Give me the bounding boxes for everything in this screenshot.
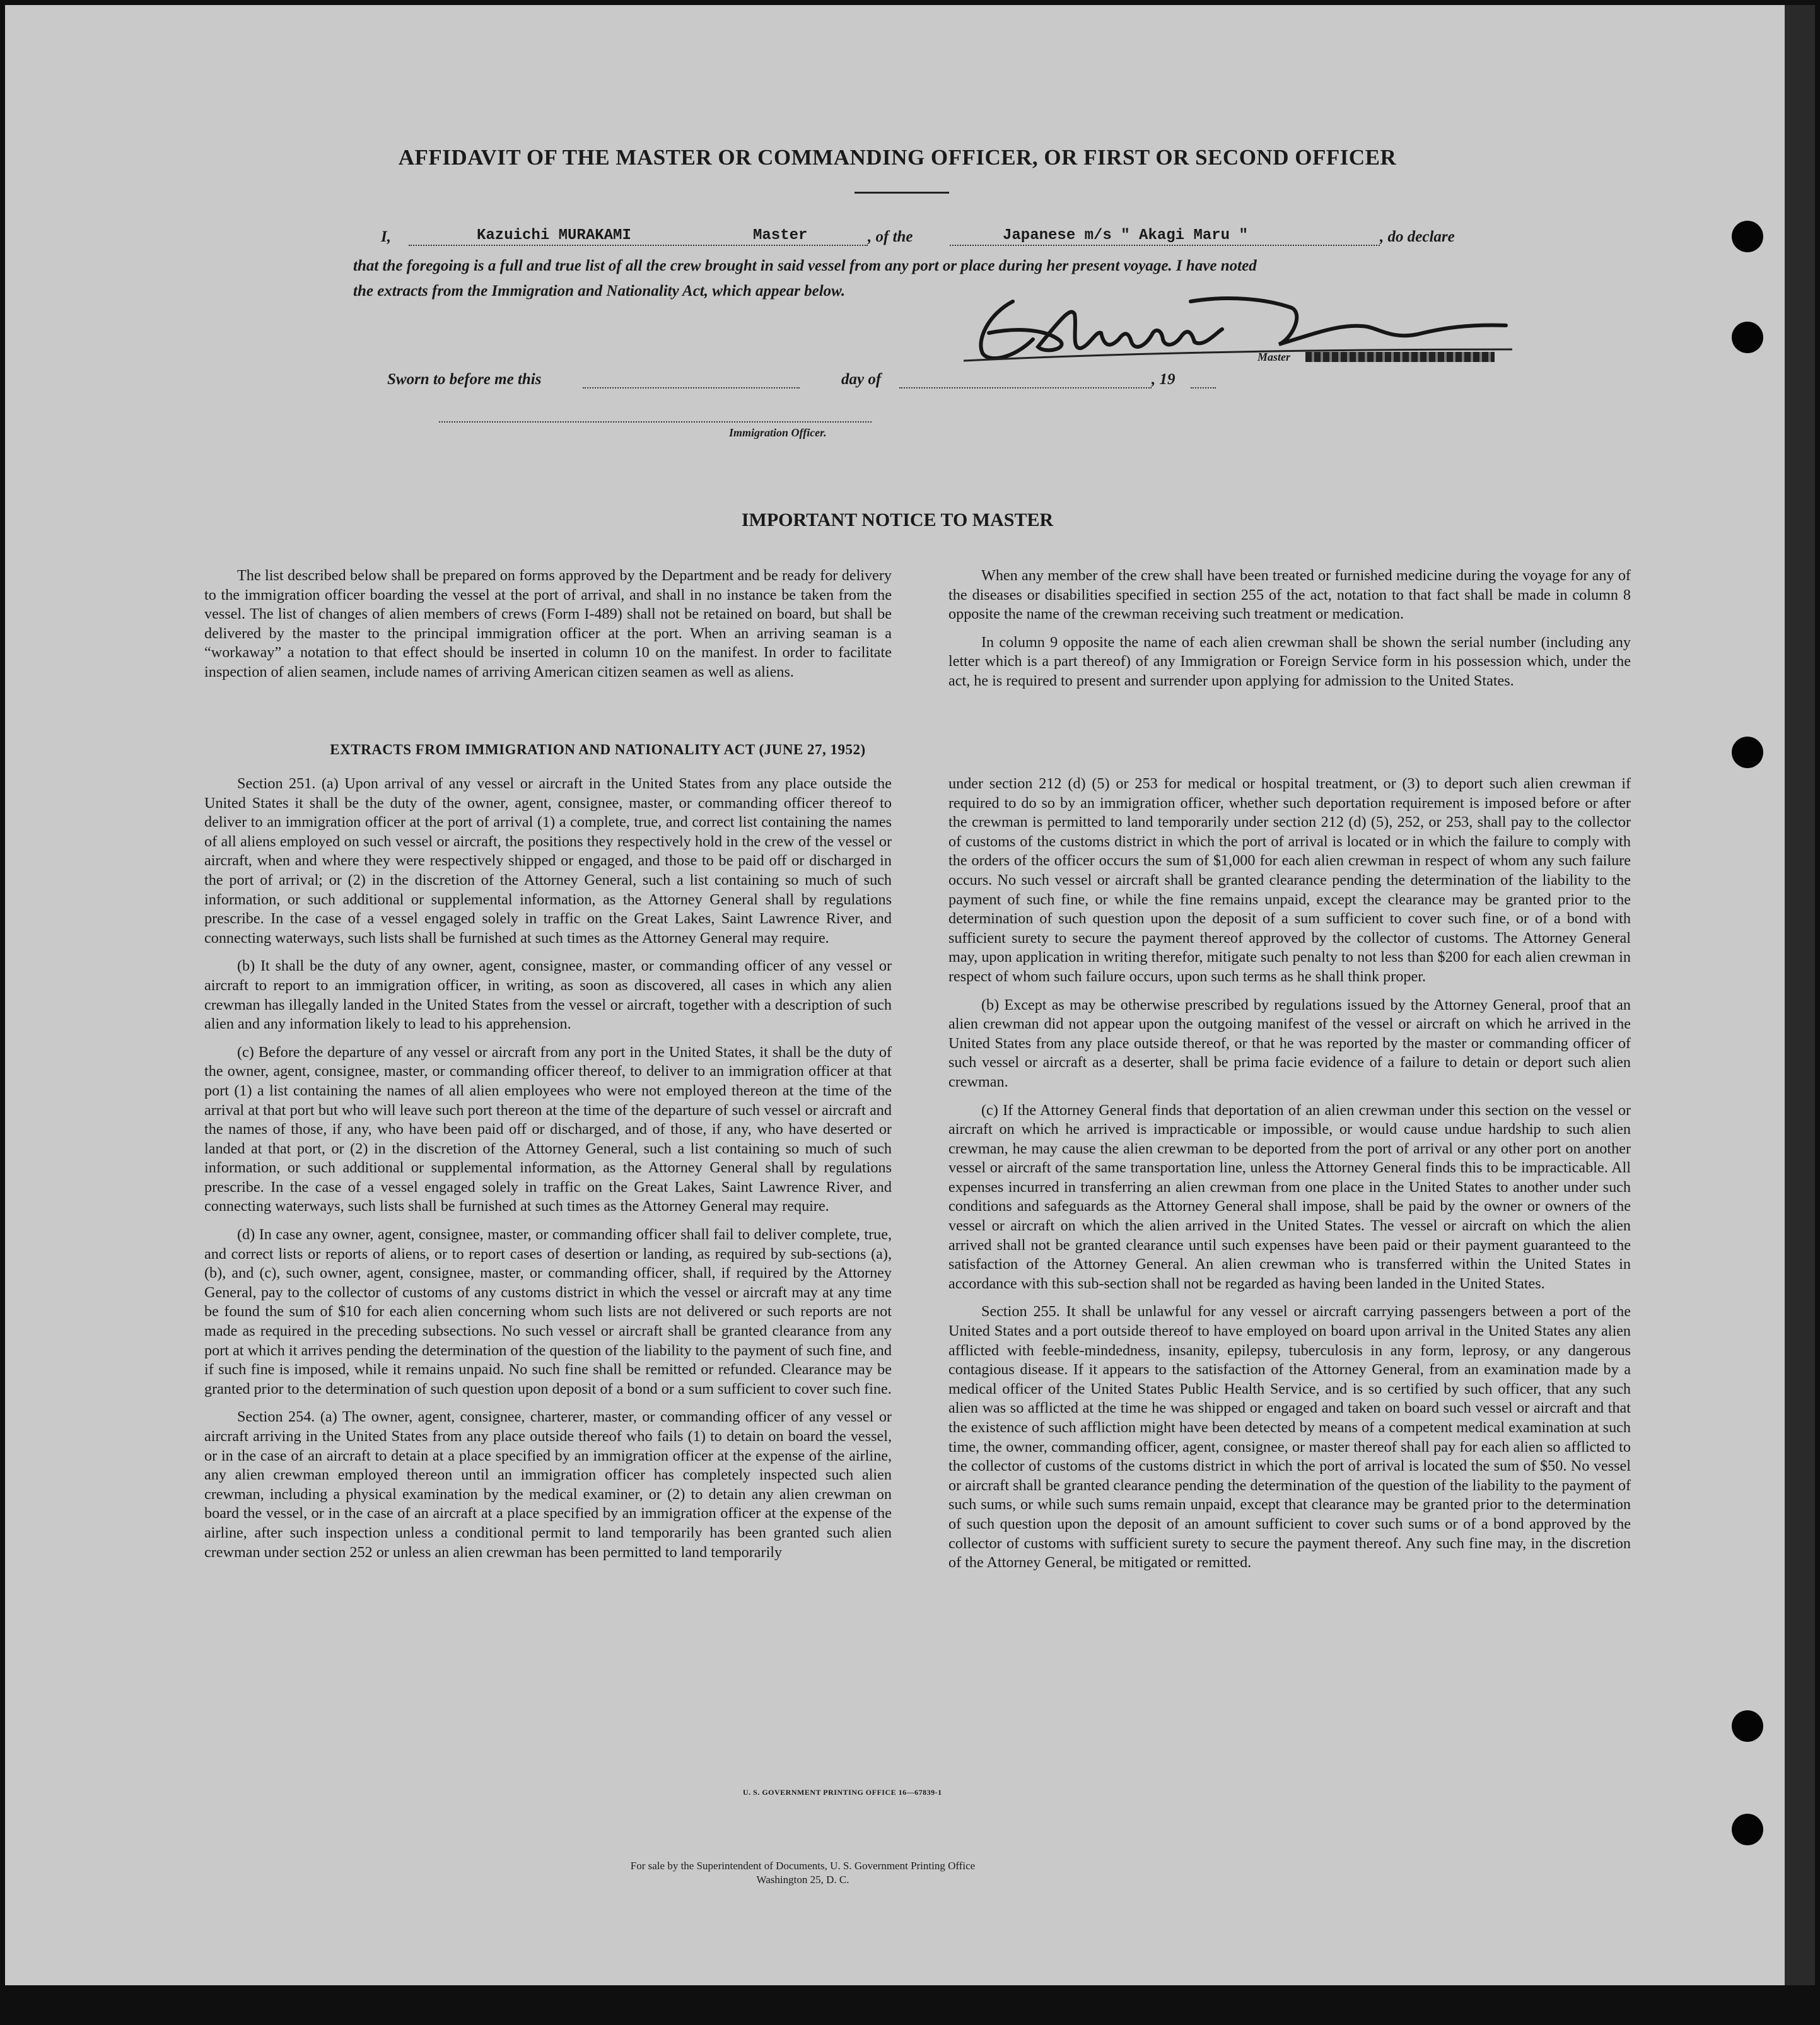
manifest-page [5, 5, 1790, 1985]
declaration-line-2: that the foregoing is a full and true list of all the crew brought in said vessel from any port or place during her present voyage. I have noted [353, 257, 1257, 274]
do-declare-text: , do declare [1380, 228, 1455, 245]
declaration-line-3: the extracts from the Immigration and Nationality Act, which appear below. [353, 283, 846, 300]
affidavit-title: AFFIDAVIT OF THE MASTER OR COMMANDING OFFICER, OR FIRST OR SECOND OFFICER [398, 145, 1397, 170]
extracts-left-column [204, 774, 892, 1562]
extract-section-254a: Section 254. (a) The owner, agent, consignee, charterer, master, or commanding officer of any vessel or aircraft arriving in the United States from any place outside thereof who fails (1) to detain on board the vessel, or in the case of an aircraft to detain at a place specified by an immigration officer at the expense of the airline, any alien crewman employed thereon until an immigration officer has completely inspected such alien crewman, including a physical examination by the medical examiner, or (2) to detain any alien crewman on board the vessel, or in the case of an aircraft at a place specified by an immigration officer at the expense of the airline, after such inspection unless a conditional permit to land temporarily has been granted such alien crewman under section 252 or unless an alien crewman has been permitted to land temporarily [204, 1408, 892, 1561]
punch-hole-icon [1732, 221, 1763, 252]
notice-left-paragraph: The list described below shall be prepared on forms approved by the Department and be ready for delivery to the immigration officer boarding the vessel at the port of arrival, and shall in no instance be taken from the vessel. The list of changes of alien members of crews (Form I-489) shall not be retained on board, but shall be delivered by the master to the principal immigration officer at the port. When an arriving seaman is a “workaway” a notation to that effect should be inserted in column 10 on the manifest. In order to facilitate inspection of alien seamen, include names of arriving American citizen seamen as well as aliens. [204, 567, 892, 680]
vessel-name-field: Japanese m/s " Akagi Maru " [1003, 227, 1248, 244]
punch-hole-icon [1732, 1710, 1763, 1742]
officer-signature-line [439, 421, 872, 423]
of-the-text: , of the [868, 228, 913, 245]
extract-section-251c: (c) Before the departure of any vessel or aircraft from any port in the United States, it shall be the duty of the owner, agent, consignee, master, or commanding officer thereof, to deliver to an immigration officer at that port (1) a list containing the names of all alien employees who were not employed thereon at the time of the arrival at that port but who will leave such port thereon at the time of the departure of such vessel or aircraft and the names of those, if any, who have been paid off or discharged, and of those, if any, who have deserted or landed at that port, or (2) in the discretion of the Attorney General, such a list containing so much of such information, or such additional or supplemental information, as the Attorney General shall by regulations prescribe. In the case of a vessel engaged solely in traffic on the Great Lakes, Saint Lawrence River, and connecting waterways, such lists shall be furnished at such times as the Attorney General may require. [204, 1043, 892, 1215]
sale-line-2: Washington 25, D. C. [756, 1874, 849, 1886]
struck-out-titles [1305, 352, 1495, 362]
vessel-blank-line [950, 245, 1380, 246]
sworn-month-blank [899, 387, 1152, 388]
extract-section-254b: (b) Except as may be otherwise prescribed by regulations issued by the Attorney General, proof that an alien crewman did not appear upon the outgoing manifest of the vessel or aircraft on which he arrived in the United States from any place outside thereof, or that he was reported by the master or commanding officer of such vessel or aircraft as a deserter, shall be prima facie evidence of a failure to detain or deport such alien crewman. [948, 996, 1631, 1090]
sworn-text: Sworn to before me this [387, 371, 542, 388]
sale-notice [5, 1859, 1601, 1887]
sworn-year-blank [1191, 387, 1216, 388]
sale-line-1: For sale by the Superintendent of Documents, U. S. Government Printing Office [630, 1860, 976, 1872]
punch-hole-icon [1732, 737, 1763, 768]
extract-section-251b: (b) It shall be the duty of any owner, agent, consignee, master, or commanding officer of any vessel or aircraft to report to an immigration officer, in writing, as soon as discovered, all cases in which any alien crewman has illegally landed in the United States from the vessel or aircraft, together with a description of such alien and any information likely to lead to his apprehension. [204, 957, 892, 1033]
extract-section-254c: (c) If the Attorney General finds that deportation of an alien crewman under this section on the vessel or aircraft on which he arrived is impracticable or impossible, or would cause undue hardship to such alien crewman, he may cause the alien crewman to be deported from the port of arrival or any other port on another vessel or aircraft of the same transportation line, unless the Attorney General finds this to be impracticable. All expenses incurred in transferring an alien crewman from one place in the United States to another under such conditions and safeguards as the Attorney General shall impose, shall be paid by the owner or owners of the vessel or aircraft on which the alien arrived in the United States. The vessel or aircraft on which the alien arrived shall not be granted clearance until such expenses have been paid or their payment guaranteed to the satisfaction of the Attorney General. An alien crewman who is transferred within the United States in accordance with this sub-section shall not be regarded as having been landed in the United States. [948, 1101, 1631, 1292]
extracts-title: EXTRACTS FROM IMMIGRATION AND NATIONALITY ACT (JUNE 27, 1952) [330, 742, 866, 757]
master-name-field: Kazuichi MURAKAMI [477, 227, 631, 244]
extract-section-255: Section 255. It shall be unlawful for any vessel or aircraft carrying passengers between a port of the United States and a port outside thereof to have employed on board upon arrival in the United States any alien afflicted with feeble-mindedness, insanity, epilepsy, tuberculosis in any form, leprosy, or any dangerous contagious disease. If it appears to the satisfaction of the Attorney General, from an examination made by a medical officer of the United States Public Health Service, and is so certified by such officer, that any such alien was so afflicted at the time he was shipped or engaged and taken on board such vessel or aircraft and that the existence of such affliction might have been detected by means of a competent medical examination at such time, the owner, commanding officer, agent, consignee, or master thereof shall pay for each alien so afflicted to the collector of customs of the customs district in which the port of arrival is located the sum of $50. No vessel or aircraft shall be granted clearance pending the determination of the question of the liability to the payment of such sums, or while such sums remain unpaid, except that clearance may be granted prior to the determination of such question upon the deposit of an amount sufficient to cover such sums or of a bond approved by the collector of customs with sufficient surety to secure the payment thereof. Any such fine may, in the discretion of the Attorney General, be mitigated or remitted. [948, 1303, 1631, 1572]
notice-right-paragraph: When any member of the crew shall have been treated or furnished medicine during the voyage for any of the diseases or disabilities specified in section 255 of the act, notation to that fact shall be made in column 8 opposite the name of the crewman receiving such treatment or medication. [948, 567, 1631, 623]
immigration-officer-label: Immigration Officer. [729, 426, 827, 439]
punch-hole-icon [1732, 322, 1763, 353]
title-rule [855, 192, 949, 194]
sworn-day-blank [583, 387, 800, 388]
page-edge [1785, 5, 1815, 1985]
master-title-label: Master [1257, 351, 1291, 363]
declaration-prefix: I, [381, 228, 391, 245]
extracts-right-column [948, 774, 1631, 1573]
notice-left-column [204, 566, 892, 682]
notice-title: IMPORTANT NOTICE TO MASTER [741, 510, 1054, 530]
punch-hole-icon [1732, 1814, 1763, 1845]
name-blank-line [409, 245, 868, 246]
extract-section-251a: Section 251. (a) Upon arrival of any vessel or aircraft in the United States from any place outside the United States it shall be the duty of the owner, agent, consignee, master, or commanding officer thereof to deliver to an immigration officer at the port of arrival (1) a complete, true, and correct list containing the names of all aliens employed on such vessel or aircraft, the positions they respectively hold in the crew of the vessel or aircraft, when and where they were respectively shipped or engaged, and those to be paid off or discharged in the port of arrival; or (2) in the discretion of the Attorney General, such a list containing so much of such information, or such additional or supplemental information, as the Attorney General shall by regulations prescribe. In the case of a vessel engaged solely in traffic on the Great Lakes, Saint Lawrence River, and connecting waterways, such lists shall be furnished at such times as the Attorney General may require. [204, 775, 892, 947]
extract-section-254a-cont: under section 212 (d) (5) or 253 for medical or hospital treatment, or (3) to deport such alien crewman if required to do so by an immigration officer, whether such deportation requirement is imposed before or after the crewman is permitted to land temporarily under section 212 (d) (5), 252, or 253, shall pay to the collector of customs of the customs district in which the port of arrival is located or in which the failure to comply with the orders of the officer occurs the sum of $1,000 for each alien crewman in respect of whom any such failure occurs. No such vessel or aircraft shall be granted clearance pending the determination of the liability to the payment of such fine, or while the fine remains unpaid, except the clearance may be granted prior to the determination of such question upon the deposit of a sum sufficient to cover such fine, or of a bond with sufficient surety to secure the payment thereof approved by the collector of customs. The Attorney General may, upon application in writing therefor, mitigate such penalty to not less than $200 for each alien crewman in respect of whom such failure occurs, upon such terms as he shall think proper. [948, 775, 1631, 985]
day-of-text: day of [841, 371, 882, 388]
master-rank-field: Master [753, 227, 808, 244]
notice-right-paragraph: In column 9 opposite the name of each alien crewman shall be shown the serial number (including any letter which is a part thereof) of any Immigration or Foreign Service form in his possession which, under the act, he is required to present and surrender upon applying for admission to the United States. [948, 633, 1631, 689]
notice-right-column [948, 566, 1631, 691]
year-text: , 19 [1152, 371, 1175, 388]
extract-section-251d: (d) In case any owner, agent, consignee, master, or commanding officer shall fail to deliver complete, true, and correct lists or reports of aliens, or to report cases of desertion or landing, as required by sub-sections (a), (b), and (c), such owner, agent, consignee, master, or commanding officer, shall, if required by the Attorney General, pay to the collector of customs of any customs district in which the vessel or aircraft may at any time be found the sum of $10 for each alien concerning whom such lists are not delivered or such reports are not made as required in the preceding subsections. No such vessel or aircraft shall be granted clearance from any port at which it arrives pending the determination of the question of the liability to the payment of such fine, and if such fine is imposed, while it remains unpaid. No such fine shall be remitted or refunded. Clearance may be granted prior to the determination of such question upon deposit of a bond or a sum sufficient to cover such fine. [204, 1226, 892, 1398]
printing-office-imprint: U. S. GOVERNMENT PRINTING OFFICE 16—67839-1 [743, 1788, 942, 1797]
